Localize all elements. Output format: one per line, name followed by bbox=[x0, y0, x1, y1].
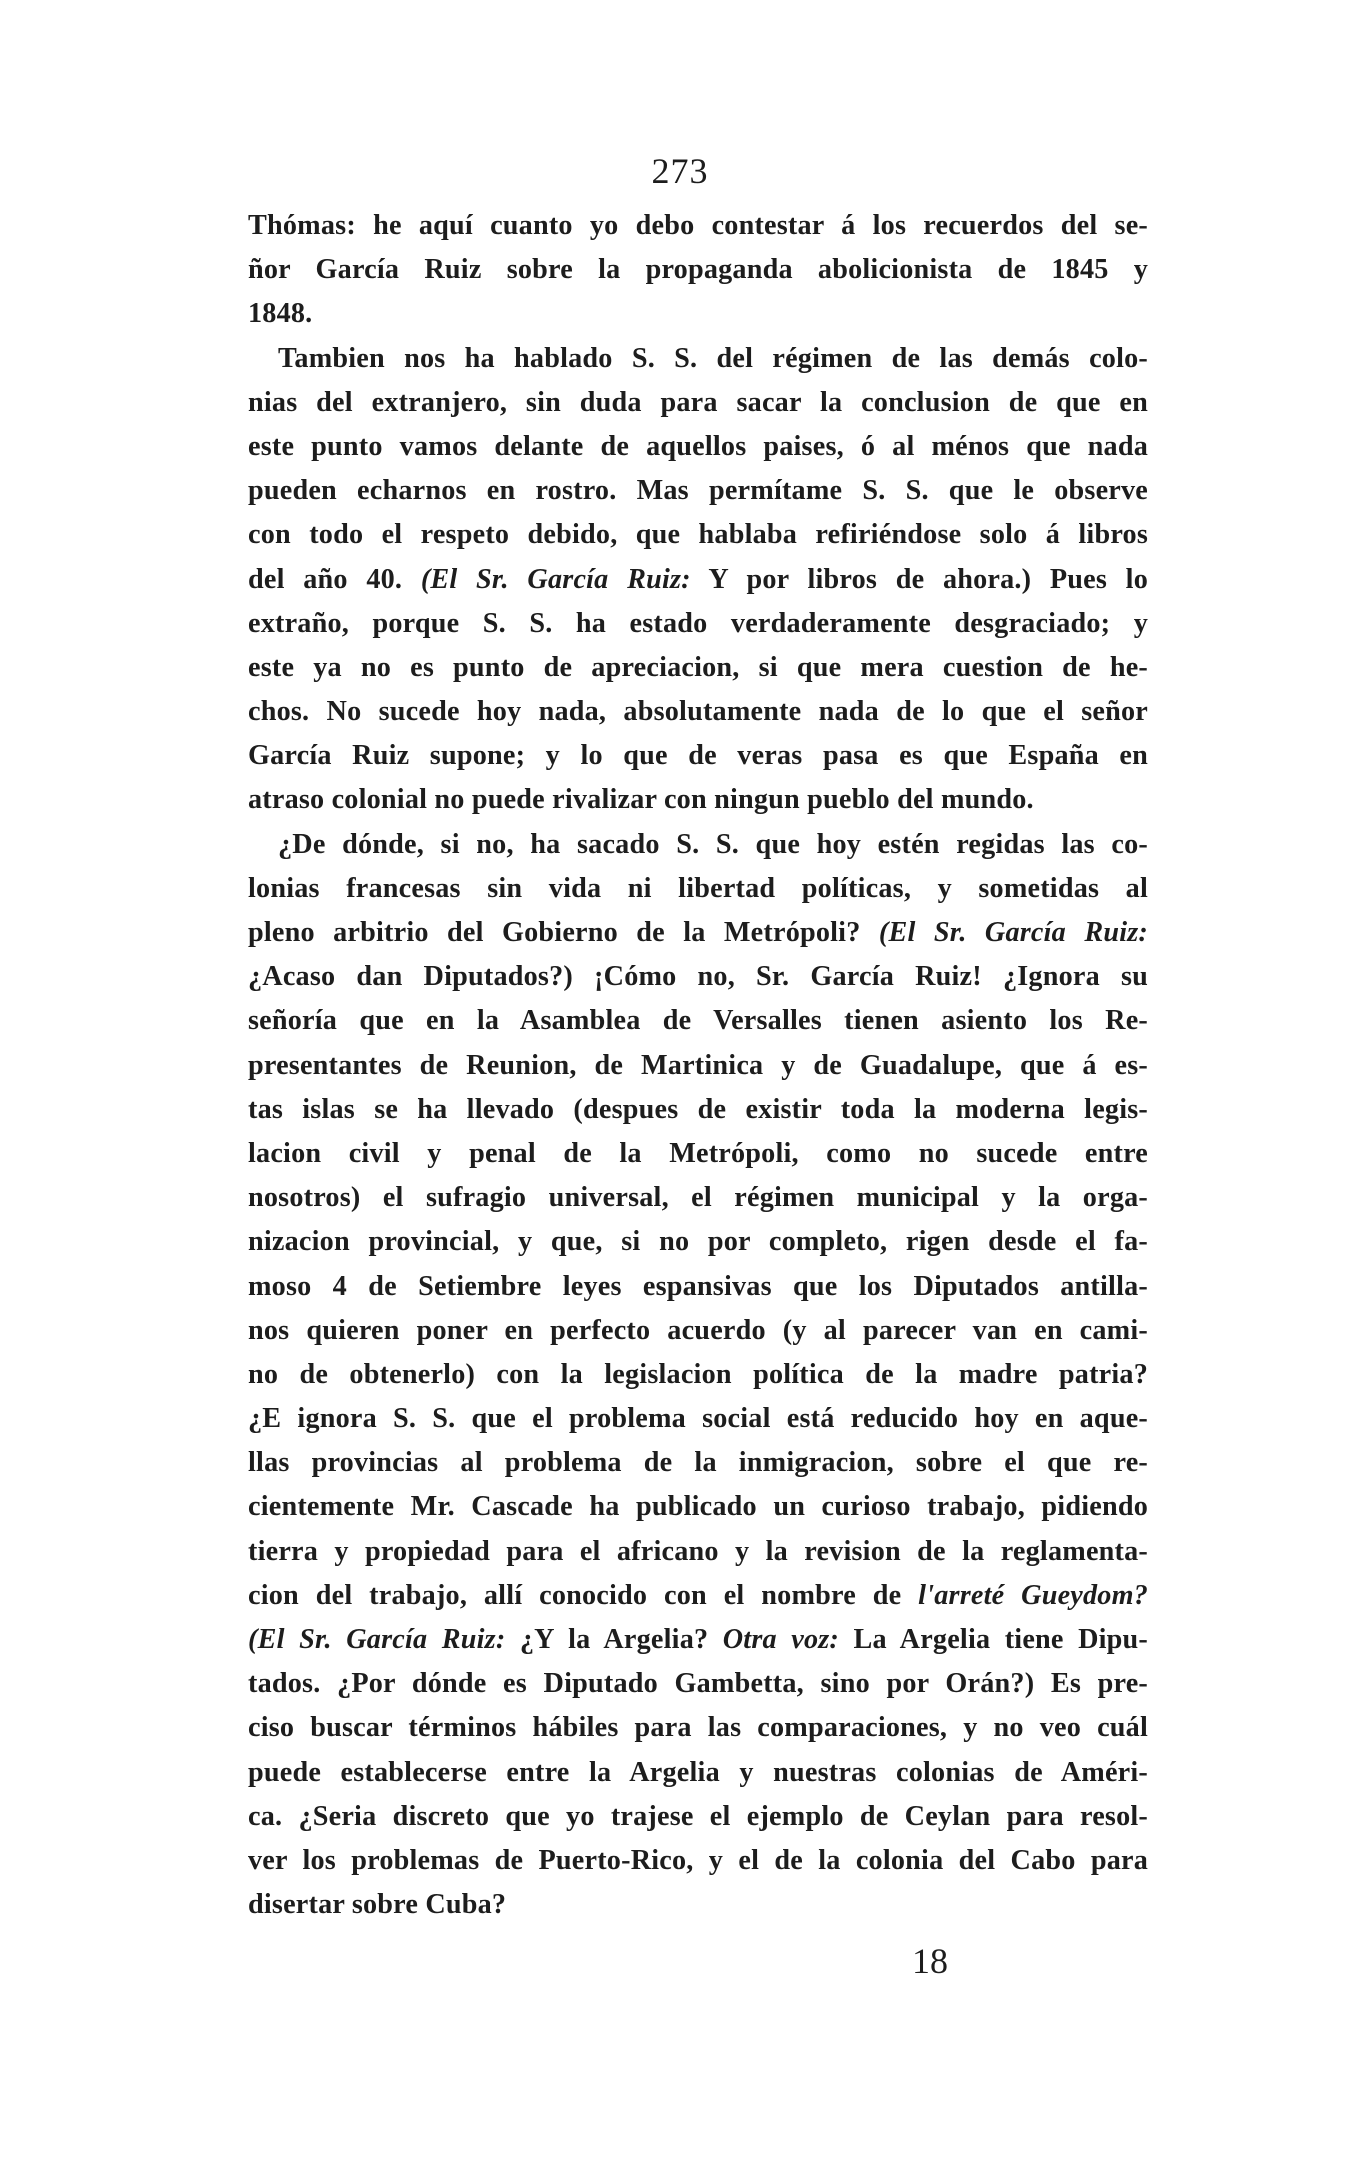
text-line bbox=[248, 248, 1148, 292]
text-segment: puede establecerse entre la Argelia y nuestras colonias de Améri- bbox=[248, 1756, 1148, 1788]
text-line bbox=[248, 867, 1148, 911]
text-line bbox=[248, 1265, 1148, 1309]
text-segment: Y por libros de ahora.) Pues lo bbox=[690, 563, 1148, 595]
text-line bbox=[248, 558, 1148, 602]
text-line bbox=[248, 1751, 1148, 1795]
page-number: 273 bbox=[651, 151, 709, 191]
text-segment: La Argelia tiene Dipu- bbox=[839, 1624, 1149, 1655]
text-segment: nizacion provincial, y que, si no por completo, rigen desde el fa- bbox=[248, 1226, 1148, 1258]
text-segment: ¿Acaso dan Diputados?) ¡Cómo no, Sr. García Ruiz! ¿Ignora su bbox=[248, 961, 1148, 993]
text-line bbox=[248, 1662, 1148, 1706]
text-segment: lacion civil y penal de la Metrópoli, como no sucede entre bbox=[248, 1137, 1148, 1169]
text-segment: lonias francesas sin vida ni libertad políticas, y sometidas al bbox=[248, 872, 1148, 904]
text-line bbox=[248, 1176, 1148, 1220]
text-line bbox=[248, 1706, 1148, 1750]
text-segment: nias del extranjero, sin duda para sacar la conclusion de que en bbox=[248, 386, 1148, 418]
body-text bbox=[248, 204, 1148, 1927]
text-line bbox=[248, 425, 1148, 469]
text-line bbox=[248, 1309, 1148, 1353]
text-segment: moso 4 de Setiembre leyes espansivas que los Diputados antilla- bbox=[248, 1270, 1148, 1302]
text-line bbox=[248, 292, 1148, 336]
signature-mark: 18 bbox=[912, 1941, 948, 1981]
italic-text-segment: (El Sr. García Ruiz: bbox=[878, 917, 1148, 948]
italic-text-segment: (El Sr. García Ruiz: bbox=[248, 1624, 506, 1655]
text-line bbox=[248, 204, 1148, 248]
italic-text-segment: (El Sr. García Ruiz: bbox=[420, 563, 691, 595]
text-line bbox=[248, 337, 1148, 381]
text-segment: ñor García Ruiz sobre la propaganda abolicionista de 1845 y bbox=[248, 254, 1148, 286]
text-segment: disertar sobre Cuba? bbox=[248, 1889, 507, 1921]
text-segment: no de obtenerlo) con la legislacion política de la madre patria? bbox=[248, 1358, 1148, 1390]
text-segment: ¿E ignora S. S. que el problema social está reducido hoy en aque- bbox=[248, 1403, 1148, 1435]
text-segment: tierra y propiedad para el africano y la revision de la reglamenta- bbox=[248, 1535, 1148, 1567]
text-line bbox=[248, 469, 1148, 513]
text-segment: ciso buscar términos hábiles para las comparaciones, y no veo cuál bbox=[248, 1712, 1148, 1744]
text-line bbox=[248, 999, 1148, 1043]
text-segment: nosotros) el sufragio universal, el régimen municipal y la orga- bbox=[248, 1182, 1148, 1214]
text-line bbox=[248, 1441, 1148, 1485]
text-segment: pleno arbitrio del Gobierno de la Metrópoli? bbox=[248, 917, 879, 948]
text-line bbox=[248, 955, 1148, 999]
text-line bbox=[248, 646, 1148, 690]
text-segment: pueden echarnos en rostro. Mas permítame S. S. que le observe bbox=[248, 475, 1148, 507]
text-segment: ca. ¿Seria discreto que yo trajese el ejemplo de Ceylan para resol- bbox=[248, 1800, 1148, 1832]
text-line bbox=[248, 1839, 1148, 1883]
text-line bbox=[248, 1353, 1148, 1397]
text-segment: ¿De dónde, si no, ha sacado S. S. que hoy estén regidas las co- bbox=[278, 828, 1148, 860]
text-line bbox=[248, 1530, 1148, 1574]
text-line bbox=[248, 1397, 1148, 1441]
text-segment: llas provincias al problema de la inmigracion, sobre el que re- bbox=[248, 1447, 1148, 1479]
text-segment: del año 40. bbox=[248, 563, 421, 595]
text-line bbox=[248, 1044, 1148, 1088]
text-line bbox=[248, 1618, 1148, 1662]
text-segment: atraso colonial no puede rivalizar con ningun pueblo del mundo. bbox=[248, 784, 1034, 816]
text-segment: nos quieren poner en perfecto acuerdo (y al parecer van en cami- bbox=[248, 1314, 1148, 1346]
text-segment: tas islas se ha llevado (despues de existir toda la moderna legis- bbox=[248, 1093, 1148, 1125]
text-segment: cion del trabajo, allí conocido con el nombre de bbox=[248, 1579, 919, 1611]
text-line bbox=[248, 1485, 1148, 1529]
text-line bbox=[248, 1795, 1148, 1839]
text-line bbox=[248, 1132, 1148, 1176]
text-segment: chos. No sucede hoy nada, absolutamente nada de lo que el señor bbox=[248, 696, 1148, 728]
text-line bbox=[248, 734, 1148, 778]
text-segment: 1848. bbox=[248, 298, 313, 330]
italic-text-segment: l'arreté Gueydom? bbox=[918, 1579, 1149, 1611]
text-line bbox=[248, 1574, 1148, 1618]
text-segment: tados. ¿Por dónde es Diputado Gambetta, sino por Orán?) Es pre- bbox=[248, 1668, 1148, 1700]
text-line bbox=[248, 911, 1148, 955]
text-segment: ver los problemas de Puerto-Rico, y el de la colonia del Cabo para bbox=[248, 1844, 1148, 1876]
italic-text-segment: Otra voz: bbox=[722, 1624, 839, 1655]
text-segment: extraño, porque S. S. ha estado verdaderamente desgraciado; y bbox=[248, 607, 1148, 639]
text-segment: García Ruiz supone; y lo que de veras pasa es que España en bbox=[248, 740, 1148, 772]
text-segment: con todo el respeto debido, que hablaba refiriéndose solo á libros bbox=[248, 519, 1148, 551]
text-segment: cientemente Mr. Cascade ha publicado un curioso trabajo, pidiendo bbox=[248, 1491, 1148, 1523]
text-line bbox=[248, 1220, 1148, 1264]
text-segment: presentantes de Reunion, de Martinica y de Guadalupe, que á es- bbox=[248, 1049, 1148, 1081]
text-line bbox=[248, 1088, 1148, 1132]
text-line bbox=[248, 778, 1148, 822]
text-segment: Thómas: he aquí cuanto yo debo contestar á los recuerdos del se- bbox=[248, 210, 1148, 241]
text-line bbox=[248, 690, 1148, 734]
text-line bbox=[248, 823, 1148, 867]
text-segment: ¿Y la Argelia? bbox=[505, 1624, 723, 1655]
text-segment: este punto vamos delante de aquellos paises, ó al ménos que nada bbox=[248, 430, 1148, 462]
text-segment: señoría que en la Asamblea de Versalles tienen asiento los Re- bbox=[248, 1005, 1148, 1037]
text-line bbox=[248, 602, 1148, 646]
text-line bbox=[248, 381, 1148, 425]
text-segment: este ya no es punto de apreciacion, si que mera cuestion de he- bbox=[248, 651, 1148, 683]
text-segment: Tambien nos ha hablado S. S. del régimen de las demás colo- bbox=[278, 342, 1148, 374]
text-line bbox=[248, 1883, 1148, 1927]
text-line bbox=[248, 513, 1148, 557]
